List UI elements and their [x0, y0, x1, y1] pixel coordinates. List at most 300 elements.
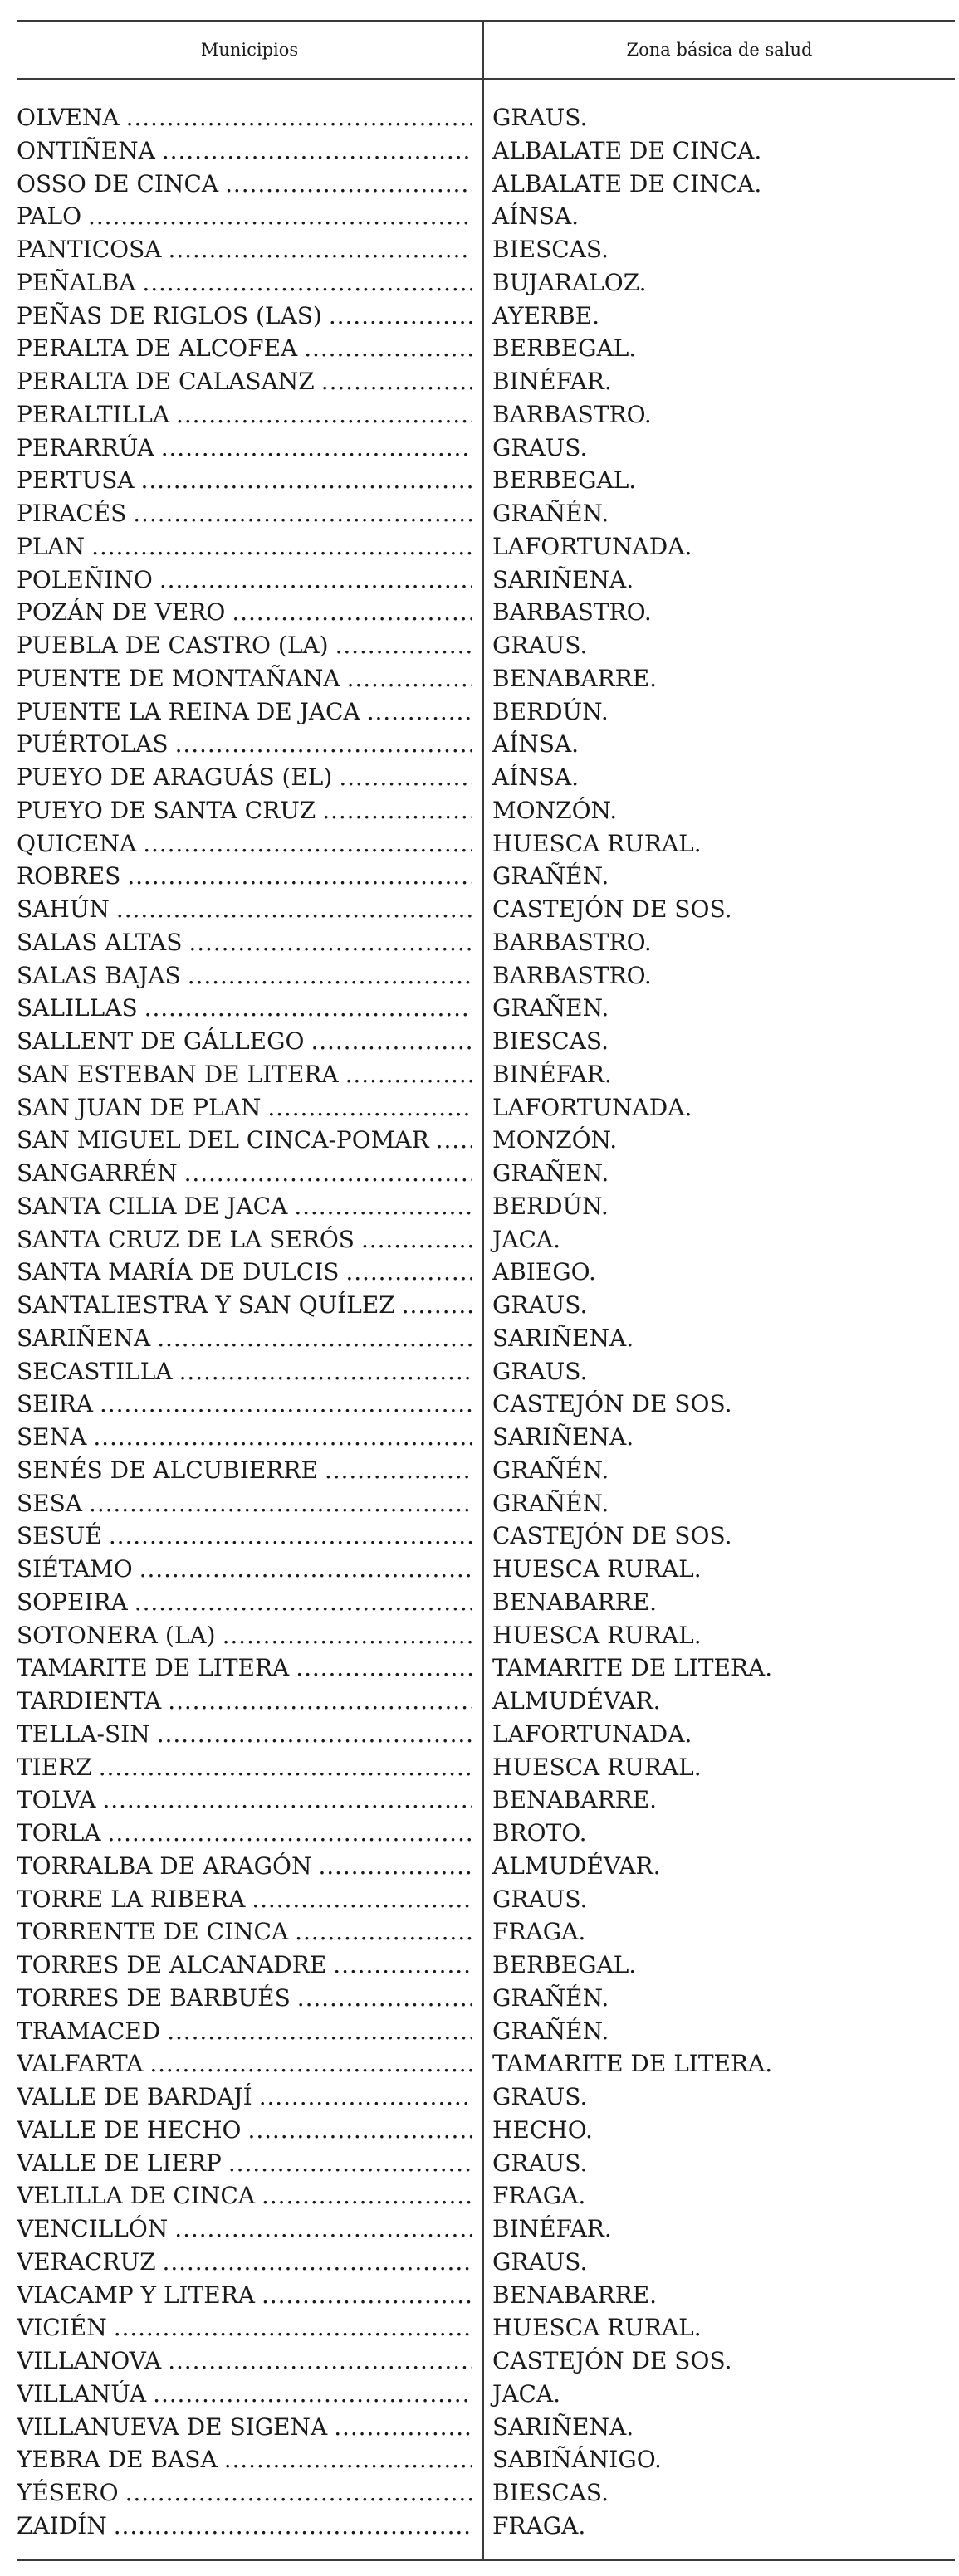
table-row [17, 168, 955, 201]
zona-cell: AÍNSA. [492, 202, 580, 231]
zona-cell: LAFORTUNADA. [492, 1720, 692, 1748]
dot-leader [228, 2147, 472, 2180]
zona-cell: BARBASTRO. [492, 961, 652, 989]
table-row [17, 2047, 955, 2081]
municipio-cell [17, 629, 472, 662]
municipio-name: TORRES DE BARBUÉS [17, 1983, 291, 2012]
dot-leader [125, 2476, 472, 2510]
dot-leader [345, 1256, 472, 1289]
municipio-name: TELLA-SIN [17, 1720, 150, 1748]
zona-cell: JACA. [492, 2379, 560, 2408]
table-header [17, 22, 955, 80]
dot-leader [175, 728, 472, 761]
zona-cell: HECHO. [492, 2115, 593, 2144]
municipio-cell [17, 1751, 472, 1784]
municipio-name: SOPEIRA [17, 1588, 128, 1616]
table-row [17, 1651, 955, 1685]
municipio-name: VALLE DE BARDAJÍ [17, 2083, 252, 2110]
municipio-name: YÉSERO [17, 2479, 119, 2506]
zona-cell: BARBASTRO. [492, 598, 652, 627]
municipio-name: PANTICOSA [17, 236, 162, 263]
municipio-name: SANTA CILIA DE JACA [17, 1192, 288, 1220]
municipio-name: ROBRES [17, 862, 121, 890]
municipio-name: SAN MIGUEL DEL CINCA-POMAR [17, 1126, 429, 1154]
table-row [17, 1586, 955, 1619]
municipio-cell [17, 2015, 472, 2048]
zona-cell: TAMARITE DE LITERA. [492, 2050, 773, 2078]
dot-leader [161, 432, 472, 465]
municipio-name: VALFARTA [17, 2050, 144, 2078]
table-row [17, 992, 955, 1025]
municipio-cell [17, 2344, 472, 2378]
dot-leader [91, 530, 472, 564]
dot-leader [108, 1817, 472, 1850]
table-row [17, 893, 955, 926]
dot-leader [329, 300, 472, 333]
municipio-name: TORLA [17, 1819, 101, 1847]
zona-cell: HUESCA RURAL. [492, 1621, 702, 1649]
table-row [17, 695, 955, 729]
zona-cell: LAFORTUNADA. [492, 532, 692, 560]
municipio-name: VENCILLÓN [17, 2215, 169, 2242]
municipio-cell [17, 530, 472, 564]
municipio-name: TIERZ [17, 1753, 92, 1781]
zona-cell: MONZÓN. [492, 796, 618, 824]
zona-cell: GRAUS. [492, 1885, 588, 1913]
municipio-cell [17, 926, 472, 959]
municipio-name: ZAIDÍN [17, 2511, 107, 2539]
municipio-cell [17, 695, 472, 729]
zona-cell: GRAUS. [492, 2247, 588, 2276]
table-row [17, 1157, 955, 1190]
zona-cell: CASTEJÓN DE SOS. [492, 2347, 732, 2374]
municipio-name: SALAS ALTAS [17, 928, 183, 956]
dot-leader [262, 2179, 472, 2213]
zona-cell: GRAUS. [492, 632, 588, 659]
municipio-cell [17, 2510, 472, 2543]
zona-cell: BENABARRE. [492, 1786, 658, 1814]
municipio-name: VELILLA DE CINCA [17, 2182, 256, 2210]
municipio-cell [17, 2411, 472, 2444]
municipio-cell [17, 1586, 472, 1619]
zona-cell: HUESCA RURAL. [492, 1555, 702, 1583]
municipio-cell [17, 564, 472, 597]
municipio-name: TOLVA [17, 1786, 96, 1814]
municipio-cell [17, 2378, 472, 2411]
zona-cell: ALMUDÉVAR. [492, 1687, 661, 1715]
zona-cell: GRAÑÉN. [492, 1489, 609, 1517]
zona-cell: GRAUS. [492, 2149, 588, 2177]
municipio-name: VILLANÚA [17, 2379, 147, 2408]
zona-cell: GRAÑEN. [492, 1159, 609, 1187]
municipio-name: SALAS BAJAS [17, 961, 181, 989]
table-row [17, 2378, 955, 2411]
municipio-cell [17, 332, 472, 365]
table-row [17, 530, 955, 564]
zona-cell: BARBASTRO. [492, 400, 652, 428]
table-row [17, 300, 955, 333]
table-row [17, 1718, 955, 1751]
municipio-name: SESA [17, 1489, 83, 1517]
dot-leader [402, 1289, 472, 1322]
table-row [17, 1025, 955, 1058]
dot-leader [127, 860, 472, 893]
table-row [17, 662, 955, 695]
municipio-cell [17, 1157, 472, 1190]
table-row [17, 1421, 955, 1454]
table-row [17, 1553, 955, 1586]
dot-leader [223, 1619, 472, 1652]
dot-leader [436, 1124, 472, 1157]
table-row [17, 1223, 955, 1256]
table-row [17, 2246, 955, 2279]
table-row [17, 1256, 955, 1289]
zona-cell: GRAÑEN. [492, 994, 609, 1022]
table-row [17, 1850, 955, 1883]
dot-leader [339, 761, 472, 794]
municipio-name: TRAMACED [17, 2017, 161, 2045]
municipio-name: PERALTA DE CALASANZ [17, 368, 315, 395]
table-row [17, 2443, 955, 2476]
zona-cell: GRAÑÉN. [492, 500, 609, 527]
zona-cell: GRAUS. [492, 1291, 588, 1319]
table-row [17, 2213, 955, 2246]
table-row [17, 2114, 955, 2147]
municipio-name: PLAN [17, 532, 86, 560]
municipio-name: SENÉS DE ALCUBIERRE [17, 1456, 318, 1484]
table-row [17, 2344, 955, 2378]
municipio-cell [17, 1124, 472, 1157]
dot-leader [142, 266, 472, 300]
table-row [17, 2476, 955, 2510]
municipio-cell [17, 300, 472, 333]
municipio-cell [17, 2081, 472, 2114]
municipio-cell [17, 2279, 472, 2312]
municipio-cell [17, 497, 472, 530]
zona-cell: BERDÚN. [492, 1192, 609, 1220]
dot-leader [367, 695, 472, 729]
municipio-name: PEÑALBA [17, 268, 136, 296]
dot-leader [176, 398, 472, 432]
zona-cell: ALMUDÉVAR. [492, 1852, 661, 1880]
municipio-cell [17, 1783, 472, 1817]
dot-leader [345, 1058, 472, 1091]
municipio-name: POLEÑINO [17, 565, 153, 593]
table-row [17, 2510, 955, 2543]
dot-leader [179, 1355, 472, 1388]
municipio-name: SIÉTAMO [17, 1555, 133, 1583]
municipio-name: TARDIENTA [17, 1687, 162, 1715]
municipio-name: PIRACÉS [17, 500, 127, 527]
table-row [17, 629, 955, 662]
dot-leader [248, 2114, 472, 2147]
dot-leader [169, 233, 472, 266]
table-row [17, 1982, 955, 2015]
municipio-name: OSSO DE CINCA [17, 169, 219, 198]
zona-cell: BENABARRE. [492, 664, 658, 692]
municipio-cell [17, 761, 472, 794]
table-row [17, 1124, 955, 1157]
municipio-cell [17, 1256, 472, 1289]
municipio-name: VICIÉN [17, 2314, 107, 2342]
dot-leader [361, 1223, 472, 1256]
municipio-name: SANTALIESTRA Y SAN QUÍLEZ [17, 1291, 395, 1319]
dot-leader [168, 1685, 472, 1718]
dot-leader [311, 1025, 472, 1058]
municipio-cell [17, 1883, 472, 1916]
municipio-name: TORRES DE ALCANADRE [17, 1951, 327, 1978]
table-row [17, 101, 955, 134]
municipio-cell [17, 233, 472, 266]
municipio-name: PUÉRTOLAS [17, 730, 169, 759]
zona-cell: BENABARRE. [492, 2281, 658, 2309]
municipio-cell [17, 1850, 472, 1883]
municipio-name: PUEBLA DE CASTRO (LA) [17, 632, 329, 659]
table-row [17, 497, 955, 530]
dot-leader [252, 1883, 472, 1916]
municipio-cell [17, 1388, 472, 1421]
zona-cell: BERBEGAL. [492, 334, 637, 363]
table-row [17, 728, 955, 761]
municipio-name: SAN ESTEBAN DE LITERA [17, 1060, 339, 1088]
dot-leader [168, 2344, 472, 2378]
zona-cell: FRAGA. [492, 2511, 586, 2539]
municipio-cell [17, 1421, 472, 1454]
zona-cell: MONZÓN. [492, 1126, 618, 1154]
dot-leader [188, 959, 472, 993]
table-row [17, 1355, 955, 1388]
municipio-cell [17, 2311, 472, 2344]
municipio-name: PERTUSA [17, 466, 135, 495]
municipio-name: PERARRÚA [17, 433, 154, 461]
table-row [17, 596, 955, 629]
zona-cell: GRAUS. [492, 433, 588, 461]
zona-cell: GRAUS. [492, 104, 588, 131]
municipio-name: SENA [17, 1423, 87, 1451]
zona-cell: GRAÑÉN. [492, 1983, 609, 2012]
table-row [17, 266, 955, 300]
zona-cell: ABIEGO. [492, 1258, 596, 1286]
zona-cell: BERDÚN. [492, 697, 609, 725]
municipio-cell [17, 1619, 472, 1652]
municipio-name: SAN JUAN DE PLAN [17, 1093, 262, 1121]
table-row [17, 1619, 955, 1652]
table-row [17, 233, 955, 266]
municipio-cell [17, 1355, 472, 1388]
dot-leader [225, 168, 472, 201]
municipio-cell [17, 728, 472, 761]
dot-leader [262, 2279, 472, 2312]
table-row [17, 2279, 955, 2312]
dot-leader [88, 200, 472, 233]
table-row [17, 200, 955, 233]
zona-cell: JACA. [492, 1225, 560, 1253]
municipio-name: SEIRA [17, 1390, 93, 1418]
dot-leader [116, 893, 472, 926]
table-row [17, 794, 955, 827]
municipio-name: SOTONERA (LA) [17, 1621, 216, 1649]
municipio-cell [17, 1520, 472, 1553]
zona-cell: BUJARALOZ. [492, 268, 647, 296]
zona-cell: HUESCA RURAL. [492, 2314, 702, 2342]
dot-leader [157, 1322, 472, 1355]
municipio-name: SECASTILLA [17, 1357, 173, 1385]
dot-leader [100, 1388, 472, 1421]
dot-leader [321, 365, 472, 398]
zona-cell: AÍNSA. [492, 730, 580, 759]
zona-cell: ALBALATE DE CINCA. [492, 169, 762, 198]
municipio-cell [17, 662, 472, 695]
table-row [17, 2411, 955, 2444]
dot-leader [102, 1783, 472, 1817]
municipio-cell [17, 992, 472, 1025]
zona-cell: GRAÑÉN. [492, 2017, 609, 2045]
municipio-name: PUENTE DE MONTAÑANA [17, 664, 340, 692]
table-row [17, 332, 955, 365]
municipio-name: VALLE DE LIERP [17, 2149, 222, 2177]
dot-leader [335, 629, 472, 662]
table-row [17, 134, 955, 168]
municipio-name: VILLANOVA [17, 2347, 162, 2374]
municipio-cell [17, 860, 472, 893]
table-row [17, 365, 955, 398]
table-row [17, 1783, 955, 1817]
zona-cell: AYERBE. [492, 301, 600, 329]
municipio-cell [17, 2179, 472, 2213]
municipio-name: PEÑAS DE RIGLOS (LAS) [17, 301, 322, 329]
zona-cell: BROTO. [492, 1819, 587, 1847]
municipio-cell [17, 432, 472, 465]
zona-cell: GRAUS. [492, 2083, 588, 2110]
table-body [17, 101, 955, 2543]
municipio-cell [17, 2213, 472, 2246]
dot-leader [334, 2411, 472, 2444]
table-row [17, 1388, 955, 1421]
zona-cell: SARIÑENA. [492, 1324, 634, 1352]
dot-leader [143, 827, 472, 861]
municipio-cell [17, 1553, 472, 1586]
zona-cell: BINÉFAR. [492, 368, 612, 395]
municipio-name: OLVENA [17, 104, 120, 131]
municipio-cell [17, 266, 472, 300]
table-row [17, 926, 955, 959]
dot-leader [174, 2213, 472, 2246]
zona-cell: CASTEJÓN DE SOS. [492, 895, 732, 923]
zona-cell: SABIÑÁNIGO. [492, 2446, 662, 2474]
municipio-cell [17, 101, 472, 134]
dot-leader [333, 1949, 472, 1982]
municipio-name: SALILLAS [17, 994, 138, 1022]
dot-leader [126, 101, 472, 134]
table-row [17, 1190, 955, 1223]
municipio-cell [17, 827, 472, 861]
municipio-cell [17, 1685, 472, 1718]
dot-leader [295, 1915, 472, 1949]
municipio-cell [17, 365, 472, 398]
municipio-name: PUEYO DE SANTA CRUZ [17, 796, 316, 824]
zona-cell: GRAÑÉN. [492, 862, 609, 890]
table-row [17, 2311, 955, 2344]
table-row [17, 1949, 955, 1982]
dot-leader [304, 332, 472, 365]
municipio-name: SAHÚN [17, 895, 110, 923]
zona-cell: FRAGA. [492, 1918, 586, 1946]
zona-cell: FRAGA. [492, 2182, 586, 2210]
zona-cell: BIESCAS. [492, 236, 609, 263]
table-row [17, 2179, 955, 2213]
municipio-name: PUENTE LA REINA DE JACA [17, 697, 360, 725]
municipio-cell [17, 1223, 472, 1256]
zona-cell: SARIÑENA. [492, 1423, 634, 1451]
zona-cell: CASTEJÓN DE SOS. [492, 1390, 732, 1418]
zona-cell: SARIÑENA. [492, 565, 634, 593]
dot-leader [157, 1718, 472, 1751]
municipio-cell [17, 1025, 472, 1058]
dot-leader [163, 2246, 472, 2279]
municipio-cell [17, 1454, 472, 1487]
dot-leader [167, 2015, 472, 2048]
municipio-name: TORRE LA RIBERA [17, 1885, 246, 1913]
municipio-cell [17, 1190, 472, 1223]
zona-cell: GRAUS. [492, 1357, 588, 1385]
zona-cell: BENABARRE. [492, 1588, 658, 1616]
municipio-name: POZÁN DE VERO [17, 598, 226, 627]
municipio-cell [17, 1091, 472, 1125]
municipio-name: SANTA CRUZ DE LA SERÓS [17, 1225, 355, 1253]
dot-leader [109, 1520, 472, 1553]
dot-leader [259, 2081, 472, 2114]
municipio-name: SANGARRÉN [17, 1159, 178, 1187]
municipio-cell [17, 794, 472, 827]
dot-leader [139, 1553, 472, 1586]
dot-leader [133, 497, 472, 530]
table-row [17, 1817, 955, 1850]
municipio-name: SANTA MARÍA DE DULCIS [17, 1258, 340, 1286]
municipio-cell [17, 2114, 472, 2147]
table-row [17, 1751, 955, 1784]
zona-cell: BINÉFAR. [492, 1060, 612, 1088]
municipio-cell [17, 1718, 472, 1751]
municipio-name: QUICENA [17, 829, 137, 857]
municipio-cell [17, 134, 472, 168]
municipio-cell [17, 1982, 472, 2015]
municipio-name: TAMARITE DE LITERA [17, 1654, 290, 1682]
municipio-name: TORRENTE DE CINCA [17, 1918, 289, 1946]
zona-cell: SARIÑENA. [492, 2413, 634, 2441]
municipio-cell [17, 1058, 472, 1091]
dot-leader [325, 1454, 472, 1487]
table-row [17, 1091, 955, 1125]
dot-leader [144, 992, 472, 1025]
municipio-name: TORRALBA DE ARAGÓN [17, 1852, 312, 1880]
dot-leader [184, 1157, 472, 1190]
zona-cell: BIESCAS. [492, 1027, 609, 1055]
table-row [17, 2081, 955, 2114]
dot-leader [149, 2047, 472, 2081]
municipio-name: SESUÉ [17, 1522, 102, 1550]
zona-cell: HUESCA RURAL. [492, 1753, 702, 1781]
municipio-name: PERALTILLA [17, 400, 170, 428]
municipio-cell [17, 1289, 472, 1322]
table-row [17, 1685, 955, 1718]
municipio-cell [17, 464, 472, 497]
zona-cell: GRAÑÉN. [492, 1456, 609, 1484]
zona-cell: CASTEJÓN DE SOS. [492, 1522, 732, 1550]
table-row [17, 1454, 955, 1487]
municipio-cell [17, 168, 472, 201]
municipio-name: VERACRUZ [17, 2247, 156, 2276]
zona-cell: BINÉFAR. [492, 2215, 612, 2242]
